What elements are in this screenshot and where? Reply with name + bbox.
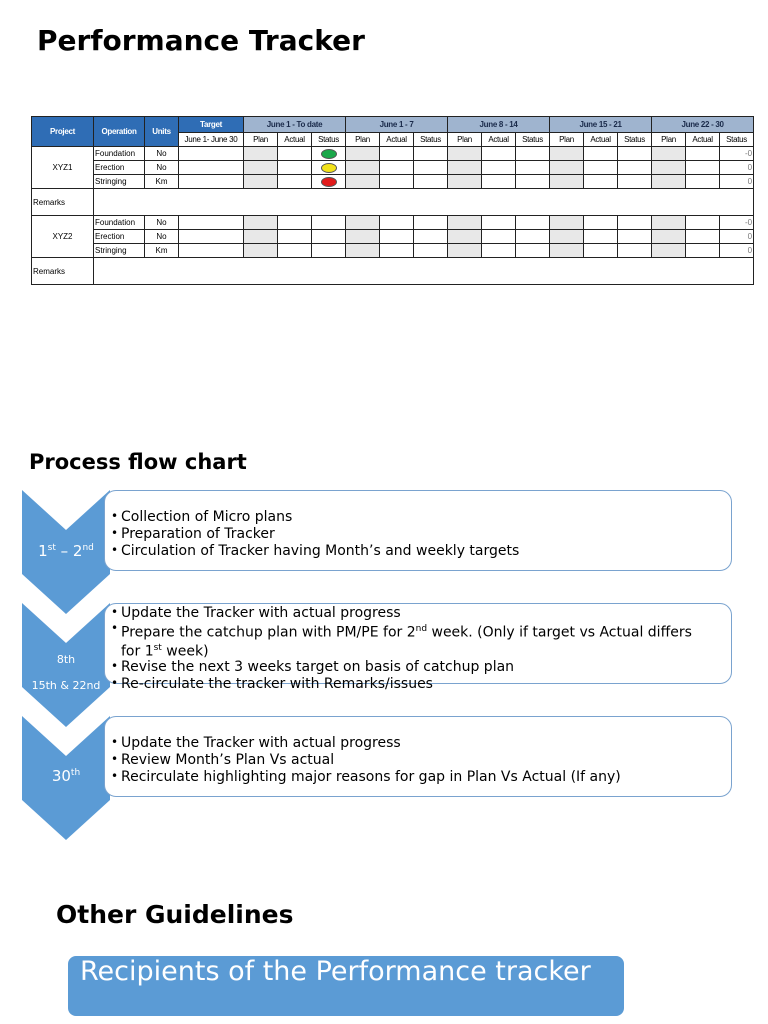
target-cell xyxy=(179,161,244,175)
step-2-label-a: 8th xyxy=(56,653,76,666)
status-cell xyxy=(414,161,448,175)
header-status: Status xyxy=(516,133,550,147)
header-period-4: June 22 - 30 xyxy=(652,117,754,133)
step-1-item: • Circulation of Tracker having Month’s and weekly targets xyxy=(111,543,520,559)
status-cell xyxy=(414,147,448,161)
plan-cell xyxy=(550,161,584,175)
header-period-2: June 8 - 14 xyxy=(448,117,550,133)
step-2-item: • Prepare the catchup plan with PM/PE for 2nd week. (Only if target vs Actual differs for 1st week) xyxy=(111,621,692,660)
header-status: Status xyxy=(720,133,754,147)
actual-cell xyxy=(686,244,720,258)
actual-cell xyxy=(380,147,414,161)
unit-cell: No xyxy=(145,147,179,161)
plan-cell xyxy=(346,147,380,161)
actual-cell xyxy=(380,244,414,258)
header-operation: Operation xyxy=(94,117,145,147)
plan-cell xyxy=(346,175,380,189)
operation-cell: Erection xyxy=(94,161,145,175)
page-title: Performance Tracker xyxy=(37,24,365,57)
step-3-box xyxy=(104,716,732,797)
tracker-body xyxy=(32,147,754,285)
status-cell xyxy=(618,161,652,175)
status-cell xyxy=(312,161,346,175)
plan-cell xyxy=(346,244,380,258)
step-3-item: • Review Month’s Plan Vs actual xyxy=(111,752,335,768)
operation-cell: Foundation xyxy=(94,147,145,161)
plan-cell xyxy=(244,147,278,161)
unit-cell: Km xyxy=(145,244,179,258)
unit-cell: Km xyxy=(145,175,179,189)
status-cell: 0 xyxy=(720,175,754,189)
plan-cell xyxy=(244,216,278,230)
plan-cell xyxy=(550,230,584,244)
step-3-chevron xyxy=(22,716,110,842)
status-cell xyxy=(618,216,652,230)
status-indicator-icon xyxy=(321,177,337,187)
step-2-item: • Re-circulate the tracker with Remarks/issues xyxy=(111,676,433,693)
header-actual: Actual xyxy=(584,133,618,147)
step-3-item: • Recirculate highlighting major reasons for gap in Plan Vs Actual (If any) xyxy=(111,769,621,785)
actual-cell xyxy=(482,230,516,244)
actual-cell xyxy=(584,230,618,244)
step-3-label: 30th xyxy=(51,767,81,785)
operation-cell: Erection xyxy=(94,230,145,244)
actual-cell xyxy=(686,147,720,161)
plan-cell xyxy=(346,230,380,244)
header-actual: Actual xyxy=(482,133,516,147)
plan-cell xyxy=(550,175,584,189)
plan-cell xyxy=(550,147,584,161)
plan-cell xyxy=(550,244,584,258)
header-actual: Actual xyxy=(686,133,720,147)
plan-cell xyxy=(448,216,482,230)
plan-cell xyxy=(448,147,482,161)
actual-cell xyxy=(482,161,516,175)
status-cell xyxy=(312,244,346,258)
target-cell xyxy=(179,216,244,230)
unit-cell: No xyxy=(145,216,179,230)
step-1-item: • Preparation of Tracker xyxy=(111,526,275,542)
tracker-table xyxy=(31,116,754,285)
step-1-label: 1st – 2nd xyxy=(38,542,94,560)
remarks-label: Remarks xyxy=(32,189,94,216)
actual-cell xyxy=(584,175,618,189)
actual-cell xyxy=(278,230,312,244)
status-indicator-icon xyxy=(321,163,337,173)
header-status: Status xyxy=(618,133,652,147)
status-cell xyxy=(414,175,448,189)
plan-cell xyxy=(652,216,686,230)
status-cell xyxy=(516,230,550,244)
remarks-value xyxy=(94,258,754,285)
step-2-chevron xyxy=(22,603,110,729)
actual-cell xyxy=(482,175,516,189)
unit-cell: No xyxy=(145,161,179,175)
header-plan: Plan xyxy=(448,133,482,147)
table-row xyxy=(32,147,754,161)
remarks-row xyxy=(32,258,754,285)
actual-cell xyxy=(380,175,414,189)
header-actual: Actual xyxy=(278,133,312,147)
status-cell: 0 xyxy=(720,230,754,244)
status-cell xyxy=(312,147,346,161)
target-cell xyxy=(179,230,244,244)
step-2-item: • Revise the next 3 weeks target on basis of catchup plan xyxy=(111,659,515,676)
actual-cell xyxy=(584,147,618,161)
step-3-item: • Update the Tracker with actual progress xyxy=(111,735,401,751)
actual-cell xyxy=(686,216,720,230)
plan-cell xyxy=(244,244,278,258)
status-cell xyxy=(414,230,448,244)
actual-cell xyxy=(584,244,618,258)
actual-cell xyxy=(380,161,414,175)
plan-cell xyxy=(652,161,686,175)
header-project: Project xyxy=(32,117,94,147)
header-plan: Plan xyxy=(346,133,380,147)
status-cell xyxy=(618,230,652,244)
actual-cell xyxy=(380,230,414,244)
plan-cell xyxy=(244,230,278,244)
actual-cell xyxy=(584,161,618,175)
actual-cell xyxy=(686,230,720,244)
status-cell xyxy=(516,244,550,258)
status-cell xyxy=(618,175,652,189)
plan-cell xyxy=(448,230,482,244)
header-status: Status xyxy=(312,133,346,147)
plan-cell xyxy=(448,244,482,258)
actual-cell xyxy=(278,175,312,189)
operation-cell: Stringing xyxy=(94,244,145,258)
status-cell xyxy=(414,216,448,230)
plan-cell xyxy=(244,161,278,175)
actual-cell xyxy=(278,147,312,161)
table-row xyxy=(32,175,754,189)
header-target: Target xyxy=(179,117,244,133)
plan-cell xyxy=(244,175,278,189)
plan-cell xyxy=(346,216,380,230)
actual-cell xyxy=(278,161,312,175)
unit-cell: No xyxy=(145,230,179,244)
table-row xyxy=(32,161,754,175)
remarks-label: Remarks xyxy=(32,258,94,285)
plan-cell xyxy=(652,244,686,258)
recipients-box: Recipients of the Performance tracker xyxy=(68,956,624,1016)
header-plan: Plan xyxy=(550,133,584,147)
remarks-row xyxy=(32,189,754,216)
header-plan: Plan xyxy=(652,133,686,147)
process-flow-title: Process flow chart xyxy=(29,450,247,474)
project-cell: XYZ2 xyxy=(32,216,94,258)
table-row xyxy=(32,244,754,258)
status-cell xyxy=(312,175,346,189)
status-cell xyxy=(618,244,652,258)
actual-cell xyxy=(584,216,618,230)
status-cell xyxy=(414,244,448,258)
remarks-value xyxy=(94,189,754,216)
header-target-range: June 1- June 30 xyxy=(179,133,244,147)
plan-cell xyxy=(550,216,584,230)
table-row xyxy=(32,216,754,230)
step-1-item: • Collection of Micro plans xyxy=(111,509,293,525)
header-plan: Plan xyxy=(244,133,278,147)
target-cell xyxy=(179,244,244,258)
plan-cell xyxy=(652,147,686,161)
other-guidelines-title: Other Guidelines xyxy=(56,900,294,929)
header-period-0: June 1 - To date xyxy=(244,117,346,133)
actual-cell xyxy=(482,216,516,230)
step-2-box xyxy=(104,603,732,693)
actual-cell xyxy=(278,244,312,258)
status-cell: -0 xyxy=(720,147,754,161)
status-cell: -0 xyxy=(720,216,754,230)
plan-cell xyxy=(346,161,380,175)
table-row xyxy=(32,230,754,244)
header-period-3: June 15 - 21 xyxy=(550,117,652,133)
status-indicator-icon xyxy=(321,149,337,159)
plan-cell xyxy=(448,161,482,175)
status-cell xyxy=(312,230,346,244)
operation-cell: Foundation xyxy=(94,216,145,230)
status-cell xyxy=(516,175,550,189)
actual-cell xyxy=(686,161,720,175)
plan-cell xyxy=(652,175,686,189)
operation-cell: Stringing xyxy=(94,175,145,189)
header-status: Status xyxy=(414,133,448,147)
status-cell: 0 xyxy=(720,161,754,175)
step-2-label-b: 15th & 22nd xyxy=(31,679,101,692)
project-cell: XYZ1 xyxy=(32,147,94,189)
status-cell xyxy=(516,161,550,175)
header-actual: Actual xyxy=(380,133,414,147)
step-1-chevron xyxy=(22,490,110,616)
actual-cell xyxy=(482,244,516,258)
step-1-box xyxy=(104,490,732,571)
actual-cell xyxy=(278,216,312,230)
plan-cell xyxy=(448,175,482,189)
header-period-1: June 1 - 7 xyxy=(346,117,448,133)
target-cell xyxy=(179,147,244,161)
plan-cell xyxy=(652,230,686,244)
status-cell xyxy=(516,216,550,230)
status-cell xyxy=(516,147,550,161)
target-cell xyxy=(179,175,244,189)
status-cell xyxy=(312,216,346,230)
actual-cell xyxy=(380,216,414,230)
status-cell: 0 xyxy=(720,244,754,258)
step-2-item: • Update the Tracker with actual progress xyxy=(111,605,401,621)
actual-cell xyxy=(686,175,720,189)
actual-cell xyxy=(482,147,516,161)
status-cell xyxy=(618,147,652,161)
header-units: Units xyxy=(145,117,179,147)
